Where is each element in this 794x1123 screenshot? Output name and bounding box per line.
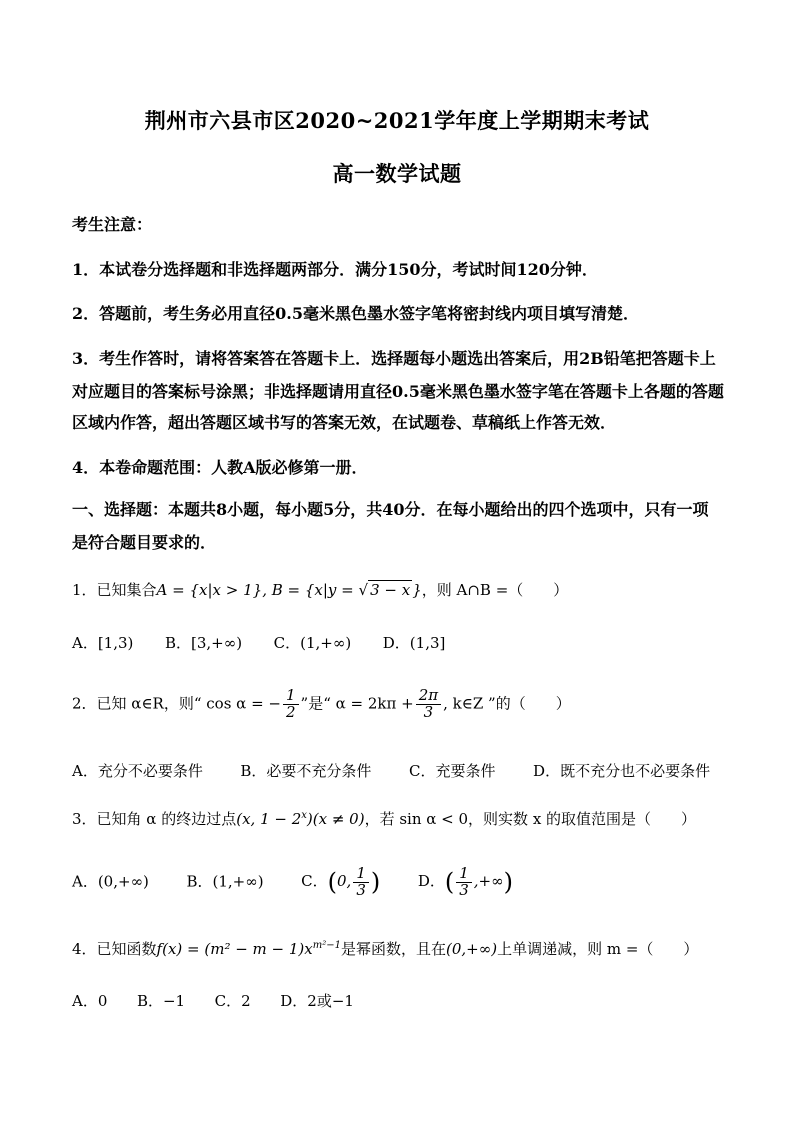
q2-prefix: 2．已知 α∈R，则“ cos α = − (72, 694, 281, 713)
question-4 (72, 938, 732, 959)
q2-option-b: B．必要不充分条件 (240, 762, 372, 780)
notice-2: 2．答题前，考生务必用直径0.5毫米黑色墨水签字笔将密封线内项目填写清楚． (72, 304, 639, 323)
q3-option-d: D．( $\frac{1}{3}$ ,+∞) (417, 864, 513, 899)
q4-option-a: A．0 (72, 992, 108, 1010)
q1-option-b: B．[3,+∞) (164, 634, 243, 652)
q4-middle: 是幂函数，且在 (340, 940, 446, 958)
q3-point: (x, 1 − 2 (236, 810, 302, 828)
q4-exponent: m²−1 (312, 940, 341, 951)
page-title: 荆州市六县市区2020~2021学年度上学期期末考试 (144, 108, 650, 133)
q1-option-c: C．(1,+∞) (273, 634, 352, 652)
q1-radicand: 3 − x (370, 581, 411, 599)
q1-set-a: A = {x|x > 1} (156, 581, 263, 599)
q3-option-a: A．(0,+∞) (72, 872, 149, 891)
q2-option-a: A．充分不必要条件 (72, 762, 203, 780)
notice-1: 1．本试卷分选择题和非选择题两部分．满分150分，考试时间120分钟． (72, 260, 598, 279)
q4-option-b: B．−1 (136, 992, 186, 1010)
q4-option-d: D．2或−1 (280, 992, 354, 1010)
q1-set-b-pre: , B = {x|y = (262, 581, 359, 599)
q2-suffix: , k∈Z ”的（ ） (443, 694, 571, 713)
q4-function: f(x) = (m² − m − 1)x (156, 940, 313, 958)
notice-3-line2: 对应题目的答案标号涂黑；非选择题请用直径0.5毫米黑色墨水签字笔在答题卡上各题的答题 (72, 382, 724, 401)
section1-heading-line1: 一、选择题：本题共8小题，每小题5分，共40分．在每小题给出的四个选项中，只有一项 (72, 500, 709, 519)
q2-fraction-2pi3: $\frac{2\pi}{3}$ (416, 688, 441, 721)
question-3 (72, 808, 732, 829)
q1-set-b-post: } (412, 581, 422, 599)
notice-4: 4．本卷命题范围：人教A版必修第一册． (72, 458, 368, 477)
page-subtitle: 高一数学试题 (332, 161, 462, 186)
q3-options (72, 866, 732, 899)
q2-middle: ”是“ α = 2kπ + (300, 694, 414, 713)
q4-prefix: 4．已知函数 (72, 940, 157, 958)
q3-option-c: C．(0, $\frac{1}{3}$ ) (301, 864, 381, 899)
q2-option-d: D．既不充分也不必要条件 (533, 762, 711, 780)
notice-heading: 考生注意： (72, 215, 153, 234)
notice-3-line3: 区域内作答，超出答题区域书写的答案无效，在试题卷、草稿纸上作答无效． (72, 413, 617, 432)
q3-text: 3．已知角 α 的终边过点 (72, 810, 237, 828)
q2-option-c: C．充要条件 (409, 762, 496, 780)
q1-option-a: A．[1,3) (72, 634, 134, 652)
q4-option-c: C．2 (214, 992, 251, 1010)
q4-interval: (0,+∞) (446, 940, 498, 958)
q3-point-exp: x (301, 810, 307, 821)
question-1: 1．已知集合A = {x|x > 1}, B = {x|y = √ 3 − x }，则 A∩B =（ ） (72, 581, 569, 599)
q4-suffix: 上单调递减，则 m =（ ） (497, 940, 699, 958)
q2-options (72, 760, 732, 781)
q2-fraction-half: $\frac{1}{2}$ (283, 688, 299, 721)
question-2 (72, 688, 732, 721)
q1-option-d: D．(1,3] (382, 634, 446, 652)
q4-options (72, 990, 732, 1011)
q3-suffix: ，若 sin α < 0，则实数 x 的取值范围是（ ） (364, 810, 697, 828)
q3-option-b: B．(1,+∞) (186, 872, 264, 891)
section1-heading-line2: 是符合题目要求的． (72, 533, 217, 552)
notice-3-line1: 3．考生作答时，请将答案答在答题卡上．选择题每小题选出答案后，用2B铅笔把答题卡上 (72, 349, 716, 368)
q3-point-end: )(x ≠ 0) (306, 810, 365, 828)
q1-suffix: ，则 A∩B =（ ） (421, 581, 569, 599)
q1-prefix: 1．已知集合 (72, 581, 157, 599)
q1-options (72, 632, 732, 653)
